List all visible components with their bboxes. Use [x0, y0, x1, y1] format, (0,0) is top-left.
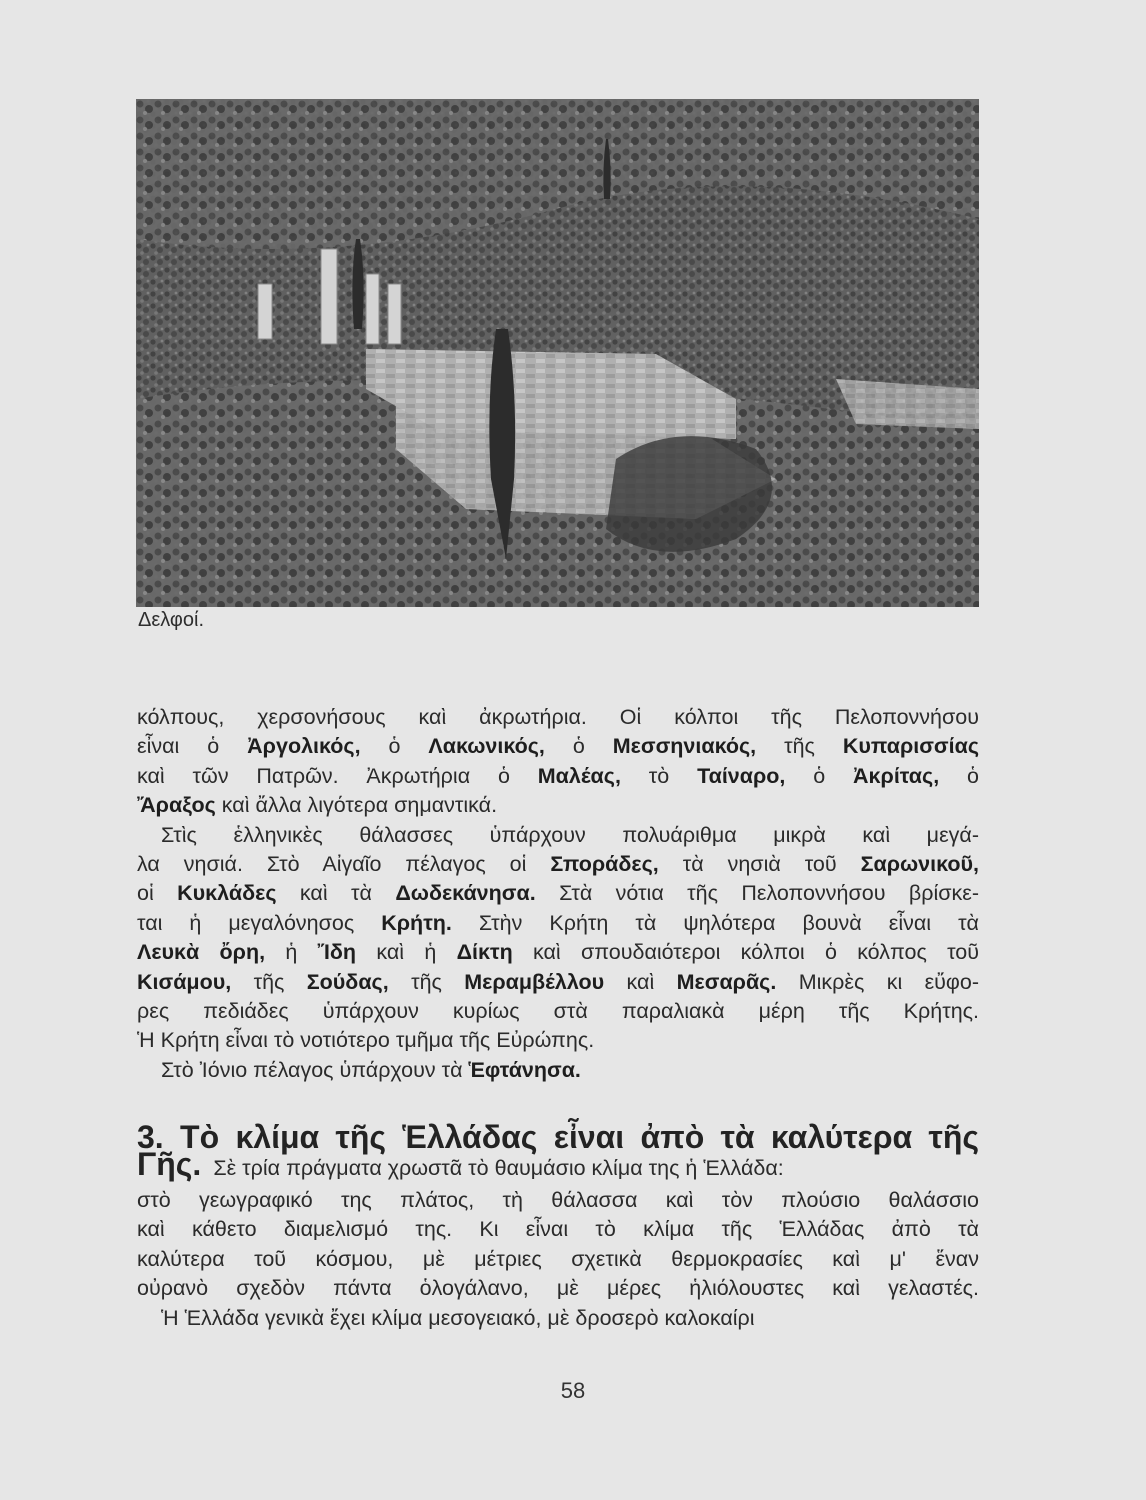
bold-term: Ταίναρο, [697, 763, 786, 788]
paragraph-line: ρες πεδιάδες ὑπάρχουν κυρίως στὰ παραλιακὰ μέρη τῆς Κρήτης. [137, 998, 979, 1023]
photo-image [136, 99, 979, 607]
paragraph-line: οἱ Κυκλάδες καὶ τὰ Δωδεκάνησα. Στὰ νότια τῆς Πελοποννήσου βρίσκε- [137, 881, 979, 906]
page-number: 58 [560, 1378, 586, 1403]
bold-term: Κισάμου, [137, 969, 232, 994]
bold-term: Κυπαρισσίας [842, 734, 980, 759]
paragraph-line: Λευκὰ ὄρη, ἡ Ἴδη καὶ ἡ Δίκτη καὶ σπουδαιότεροι κόλποι ὁ κόλπος τοῦ [137, 940, 980, 965]
bold-term: Ἑφτάνησα. [468, 1057, 581, 1082]
paragraph-line: Κισάμου, τῆς Σούδας, τῆς Μεραμβέλλου καὶ Μεσαρᾶς. Μικρὲς κι εὔφο- [137, 969, 979, 994]
paragraph-line: Στὶς ἑλληνικὲς θάλασσες ὑπάρχουν πολυάριθμα μικρὰ καὶ μεγά- [161, 822, 979, 847]
bold-term: Δωδεκάνησα. [395, 881, 536, 906]
paragraph-1 [137, 703, 979, 1085]
paragraph-line: Ἡ Κρήτη εἶναι τὸ νοτιότερο τμῆμα τῆς Εὐρώπης. [137, 1028, 595, 1053]
bold-term: Δίκτη [456, 940, 513, 965]
paragraph-line: ται ἡ μεγαλόνησος Κρήτη. Στὴν Κρήτη τὰ ψηλότερα βουνὰ εἶναι τὰ [137, 910, 979, 935]
paragraph-line: καὶ τῶν Πατρῶν. Ἀκρωτήρια ὁ Μαλέας, τὸ Ταίναρο, ὁ Ἀκρίτας, ὁ [137, 763, 979, 788]
section-first-line [137, 1146, 979, 1186]
section-line: καὶ κάθετο διαμελισμό της. Κι εἶναι τὸ κλίμα τῆς Ἑλλάδας ἀπὸ τὰ [137, 1217, 979, 1242]
paragraph-2 [137, 821, 979, 1056]
bold-term: Ἄραξος [137, 793, 216, 818]
bold-term: Ἴδη [317, 940, 357, 965]
paragraph-line: κόλπους, χερσονήσους καὶ ἀκρωτήρια. Οἱ κόλποι τῆς Πελοποννήσου [137, 705, 979, 729]
photo-caption: Δελφοί. [138, 609, 205, 631]
paragraph-line: εἶναι ὁ Ἀργολικός, ὁ Λακωνικός, ὁ Μεσσηνιακός, τῆς Κυπαρισσίας [137, 734, 980, 759]
bold-term: Μεσσηνιακός, [612, 734, 757, 759]
section-body [137, 1146, 979, 1333]
section-heading: 3. Τὸ κλίμα τῆς Ἑλλάδας εἶναι ἀπὸ τὰ καλύτερα τῆς [137, 1119, 979, 1155]
section-line: καλύτερα τοῦ κόσμου, μὲ μέτριες σχετικὰ θερμοκρασίες καὶ μ' ἕναν [137, 1246, 979, 1271]
paragraph-line: Ἄραξος καὶ ἄλλα λιγότερα σημαντικά. [137, 793, 498, 818]
bold-term: Μαλέας, [537, 763, 621, 788]
bold-term: Σποράδες, [550, 851, 659, 876]
bold-term: Ἀργολικός, [247, 734, 361, 759]
paragraph-line: Στὸ Ἰόνιο πέλαγος ὑπάρχουν τὰ Ἑφτάνησα. [161, 1057, 581, 1082]
bold-term: Σαρωνικοῦ, [860, 851, 979, 876]
bold-term: Μεραμβέλλου [464, 969, 605, 994]
section-line: οὐρανὸ σχεδὸν πάντα ὁλογάλανο, μὲ μέρες ἡλιόλουστες καὶ γελαστές. [137, 1276, 979, 1301]
bold-term: Λευκὰ ὄρη, [137, 940, 266, 965]
section-line: Ἡ Ἑλλάδα γενικὰ ἔχει κλίμα μεσογειακό, μὲ δροσερὸ καλοκαίρι [161, 1305, 755, 1330]
bold-term: Κυκλάδες [177, 881, 277, 906]
section-heading-continued: Γῆς. [137, 1146, 202, 1182]
bold-term: Μεσαρᾶς. [676, 969, 777, 994]
bold-term: Σούδας, [306, 969, 389, 994]
paragraph-3 [137, 1056, 979, 1085]
paragraph-line: λα νησιά. Στὸ Αἰγαῖο πέλαγος οἱ Σποράδες, τὰ νησιὰ τοῦ Σαρωνικοῦ, [137, 851, 979, 876]
bold-term: Ἀκρίτας, [853, 763, 940, 788]
delphi-photo [136, 99, 979, 607]
section-first-line-text: Σὲ τρία πράγματα χρωστᾶ τὸ θαυμάσιο κλίμα της ἡ Ἑλλάδα: [213, 1156, 784, 1180]
bold-term: Κρήτη. [381, 910, 452, 935]
bold-term: Λακωνικός, [428, 734, 545, 759]
section-line: στὸ γεωγραφικό της πλάτος, τὴ θάλασσα καὶ τὸν πλούσιο θαλάσσιο [137, 1188, 979, 1212]
